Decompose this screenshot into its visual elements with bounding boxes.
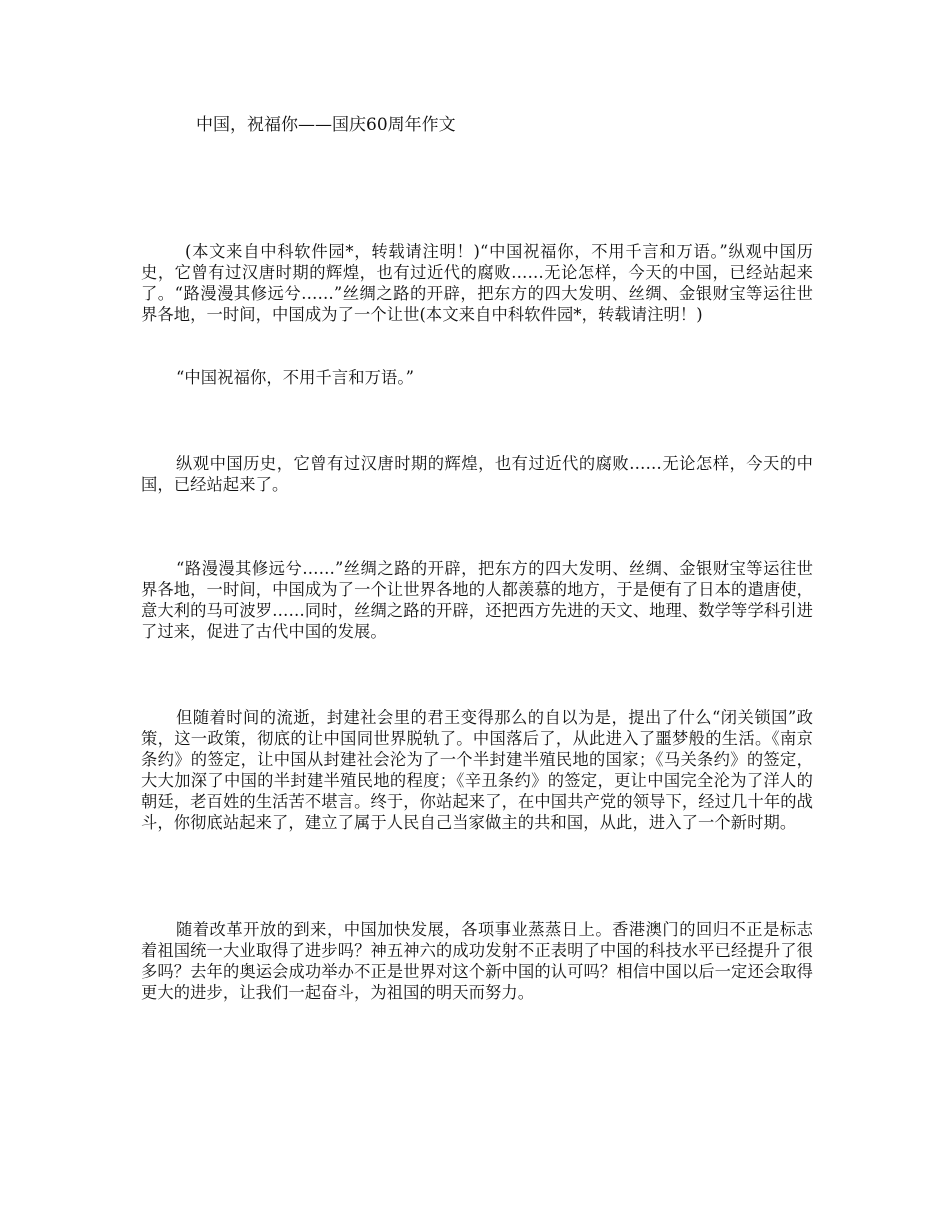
paragraph-history: 纵观中国历史，它曾有过汉唐时期的辉煌，也有过近代的腐败……无论怎样，今天的中国，已经站起来了。 xyxy=(141,454,813,494)
paragraph-silk-road: “路漫漫其修远兮……”丝绸之路的开辟，把东方的四大发明、丝绸、金银财宝等运往世界各地，一时间，中国成为了一个让世界各地的人都羡慕的地方，于是便有了日本的遣唐使，意大利的马可波罗……同时，丝绸之路的开辟，还把西方先进的天文、地理、数学等学科引进了过来，促进了古代中国的发展。 xyxy=(141,559,813,641)
paragraph-intro: (本文来自中科软件园*，转载请注明！)“中国祝福你，不用千言和万语。”纵观中国历史，它曾有过汉唐时期的辉煌，也有过近代的腐败……无论怎样，今天的中国，已经站起来了。“路漫漫其修远兮……”丝绸之路的开辟，把东方的四大发明、丝绸、金银财宝等运往世界各地，一时间，中国成为了一个让世(本文来自中科软件园*，转载请注明！) xyxy=(141,242,813,324)
paragraph-blessing: “中国祝福你，不用千言和万语。” xyxy=(176,368,415,387)
document-title: 中国，祝福你——国庆60周年作文 xyxy=(196,115,456,135)
paragraph-reform: 随着改革开放的到来，中国加快发展，各项事业蒸蒸日上。香港澳门的回归不正是标志着祖国统一大业取得了进步吗？神五神六的成功发射不正表明了中国的科技水平已经提升了很多吗？去年的奥运会成功举办不正是世界对这个新中国的认可吗？相信中国以后一定还会取得更大的进步，让我们一起奋斗，为祖国的明天而努力。 xyxy=(141,920,813,1002)
paragraph-decline: 但随着时间的流逝，封建社会里的君王变得那么的自以为是，提出了什么“闭关锁国”政策，这一政策，彻底的让中国同世界脱轨了。中国落后了，从此进入了噩梦般的生活。《南京条约》的签定，让中国从封建社会沦为了一个半封建半殖民地的国家；《马关条约》的签定，大大加深了中国的半封建半殖民地的程度；《辛丑条约》的签定，更让中国完全沦为了洋人的朝廷，老百姓的生活苦不堪言。终于，你站起来了，在中国共产党的领导下，经过几十年的战斗，你彻底站起来了，建立了属于人民自己当家做主的共和国，从此，进入了一个新时期。 xyxy=(141,708,813,832)
